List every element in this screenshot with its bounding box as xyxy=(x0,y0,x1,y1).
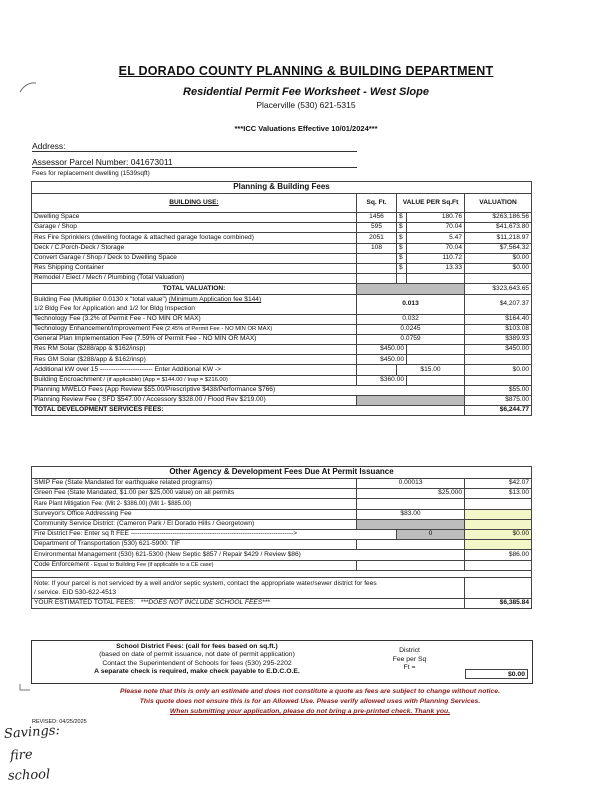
use-sqft: 108 xyxy=(357,243,397,253)
surveyor-amount: $83.00 xyxy=(357,509,465,519)
review-fee-value: $875.00 xyxy=(465,396,532,406)
smip-value: $42.07 xyxy=(465,479,532,489)
rm-solar-amount: $450.00 xyxy=(357,345,407,355)
surveyor-label: Surveyor's Office Addressing Fee xyxy=(34,509,132,517)
use-rate: 70.04 xyxy=(407,223,465,233)
gm-solar-desc: ($288/app & $162/insp) xyxy=(75,355,146,363)
use-label: Remodel / Elect / Mech / Plumbing (Total Valuation) xyxy=(32,274,357,284)
use-valuation: $11,218.97 xyxy=(465,233,532,243)
encroachment-amount: $360.00 xyxy=(357,375,407,385)
code-enforcement-label: Code Enforcement xyxy=(34,560,89,568)
apn-underline xyxy=(32,167,357,168)
table-row xyxy=(32,324,532,334)
use-currency xyxy=(397,274,407,284)
use-currency: $ xyxy=(397,213,407,223)
dot-label: Department of Transportation xyxy=(34,540,120,548)
use-sqft xyxy=(357,274,397,284)
total-dev-row xyxy=(32,406,532,416)
rare-plant-desc: (Mit 2- $386.00) (Mit 1- $885.00) xyxy=(103,500,192,507)
green-fee-label: Green Fee xyxy=(34,489,66,497)
mwelo-desc: (App Review $55.00/Prescriptive $438/Performance $766) xyxy=(102,386,276,394)
worksheet-subtitle: Residential Permit Fee Worksheet - West Slope xyxy=(183,86,429,98)
use-valuation xyxy=(465,274,532,284)
additional-kw-amount: $15.00 xyxy=(397,365,465,375)
use-valuation: $0.00 xyxy=(465,263,532,273)
mwelo-label: Planning MWELO Fees xyxy=(34,386,103,394)
use-currency: $ xyxy=(397,223,407,233)
table-row xyxy=(32,529,532,539)
school-line-3: Contact the Superintendent of Schools for fees (530) 295-2202 xyxy=(102,659,292,667)
table-row xyxy=(32,550,532,560)
use-currency: $ xyxy=(397,233,407,243)
csd-desc: (Cameron Park / El Dorado Hills / Georgetown) xyxy=(114,520,255,528)
disclaimer-line-1: Please note that this is only an estimate and does not constitute a quote as fees are subject to change without notice. xyxy=(120,688,500,695)
use-rate: 13.33 xyxy=(407,263,465,273)
school-line-1: School District Fees: (call for fees based on sq.ft.) xyxy=(116,643,278,650)
general-plan-desc: Implementation Fee (7.59% of Permit Fee - NO MIN OR MAX) xyxy=(72,335,257,343)
smip-factor: 0.00013 xyxy=(357,479,465,489)
use-valuation: $263,186.56 xyxy=(465,213,532,223)
additional-kw-label: Additional kW over 15 xyxy=(34,365,99,373)
tech-fee-label: Technology Fee xyxy=(34,314,81,322)
smip-desc: (State Mandated for earthquake related programs) xyxy=(63,479,213,487)
use-currency: $ xyxy=(397,253,407,263)
note-line-2: / service. EID 530-622-4513 xyxy=(34,588,117,596)
planning-fees-table xyxy=(31,181,532,416)
use-label: Convert Garage / Shop / Deck to Dwelling Space xyxy=(32,253,357,263)
code-enforcement-desc: - Equal to Building Fee (if applicable to a CE case) xyxy=(88,561,214,568)
building-fee-multiplier: (Multiplier 0.0130 x "total value") xyxy=(70,296,169,303)
general-plan-value: $389.93 xyxy=(465,334,532,344)
use-rate: 180.76 xyxy=(407,213,465,223)
table-row xyxy=(32,540,532,550)
table-row xyxy=(32,375,532,385)
address-label: Address: xyxy=(32,141,66,151)
use-label: Res Shipping Container xyxy=(32,263,357,273)
mwelo-value: $55.00 xyxy=(465,385,532,395)
rm-solar-value: $450.00 xyxy=(465,345,532,355)
general-plan-label: General Plan xyxy=(34,335,73,343)
green-fee-amount: $25,000 xyxy=(357,489,465,499)
school-line-4: A separate check is required, make check payable to E.D.C.O.E. xyxy=(94,668,300,676)
green-fee-value: $13.00 xyxy=(465,489,532,499)
table-row xyxy=(32,274,532,284)
estimated-total-note: ***DOES NOT INCLUDE SCHOOL FEES*** xyxy=(140,598,270,606)
tech-fee-desc: (3.2% of Permit Fee - NO MIN OR MAX) xyxy=(80,314,201,322)
table-row xyxy=(32,233,532,243)
school-fees-box xyxy=(31,640,533,684)
building-fee-label: Building Fee xyxy=(34,296,71,303)
smip-label: SMIP Fee xyxy=(34,479,64,487)
env-mgmt-label: Environmental Management xyxy=(34,550,117,558)
table-row xyxy=(32,560,532,570)
icc-note: ***ICC Valuations Effective 10/01/2024*** xyxy=(234,124,378,133)
use-rate xyxy=(407,274,465,284)
total-valuation-label: TOTAL VALUATION: xyxy=(32,284,357,294)
school-district-label-3: Ft = xyxy=(403,664,416,672)
rare-plant-label: Rare Plant Mitigation Fee: xyxy=(34,500,104,507)
total-valuation-value: $323,643.65 xyxy=(465,284,532,294)
gm-solar-amount: $450.00 xyxy=(357,355,407,365)
csd-label: Community Service District: xyxy=(34,520,115,528)
building-fee-row xyxy=(32,294,532,314)
additional-kw-value: $0.00 xyxy=(465,365,532,375)
department-title: EL DORADO COUNTY PLANNING & BUILDING DEPARTMENT xyxy=(118,64,494,78)
use-sqft: 1456 xyxy=(357,213,397,223)
encroachment-value xyxy=(465,375,532,385)
use-sqft xyxy=(357,263,397,273)
disclaimer-line-3: When submitting your application, please do not bring a pre-printed check. Thank you. xyxy=(169,708,451,715)
col-valuation: VALUATION xyxy=(465,194,532,213)
use-valuation: $0.00 xyxy=(465,253,532,263)
tech-enh-desc: (2.45% of Permit Fee - NO MIN OR MAX) xyxy=(163,325,273,332)
review-fee-desc: ( SFD $547.00 / Accessory $328.00 / Flood Rev $219.00) xyxy=(96,396,266,404)
scan-mark-icon xyxy=(18,80,38,94)
general-plan-factor: 0.0759 xyxy=(357,334,465,344)
use-label: Dwelling Space xyxy=(32,213,357,223)
fees-description: Fees for replacement dwelling (1539sqft) xyxy=(32,170,150,177)
table-row xyxy=(32,253,532,263)
school-district-label-2: Fee per Sq xyxy=(392,655,427,663)
table-row xyxy=(32,509,532,519)
revised-date: REVISED: 04/25/2025 xyxy=(32,719,87,725)
encroachment-label: Building Encroachment xyxy=(34,375,102,383)
total-dev-label: TOTAL DEVELOPMENT SERVICES FEES: xyxy=(32,406,465,416)
estimated-total-label: YOUR ESTIMATED TOTAL FEES: xyxy=(34,598,136,606)
table-row xyxy=(32,263,532,273)
table-row xyxy=(32,396,532,406)
disclaimer-line-2: This quote does not ensure this is for an Allowed Use. Please verify allowed uses with Planning Services. xyxy=(139,698,481,705)
other-agency-table xyxy=(31,466,532,609)
table-row xyxy=(32,223,532,233)
note-row xyxy=(32,577,532,598)
table-row xyxy=(32,345,532,355)
school-fee-value: $0.00 xyxy=(465,669,528,679)
table-row xyxy=(32,314,532,324)
fire-district-value: $0.00 xyxy=(465,529,532,539)
use-rate: 110.72 xyxy=(407,253,465,263)
table-row xyxy=(32,243,532,253)
handwriting-savings: Savings: xyxy=(3,723,61,742)
table-row xyxy=(32,489,532,499)
tech-fee-factor: 0.032 xyxy=(357,314,465,324)
assessor-parcel-number: Assessor Parcel Number: 041673011 xyxy=(32,157,173,167)
gm-solar-label: Res GM Solar xyxy=(34,355,76,363)
tech-fee-value: $164.40 xyxy=(465,314,532,324)
table-row xyxy=(32,385,532,395)
col-building-use: BUILDING USE: xyxy=(32,194,357,213)
building-fee-factor: 0.013 xyxy=(357,294,465,314)
planning-section-title: Planning & Building Fees xyxy=(32,182,532,194)
other-section-title: Other Agency & Development Fees Due At Permit Issuance xyxy=(32,467,532,479)
use-label: Deck / C.Porch-Deck / Storage xyxy=(32,243,357,253)
use-sqft xyxy=(357,253,397,263)
encroachment-desc: / (if applicable) (App = $144.00 / Insp = $216.00) xyxy=(101,376,228,383)
additional-kw-desc: ------------------------ Enter Additional KW -> xyxy=(98,365,222,373)
total-valuation-row xyxy=(32,284,532,294)
school-district-label-1: District xyxy=(399,647,420,654)
use-sqft: 2051 xyxy=(357,233,397,243)
school-line-2: (based on date of permit issuance, not date of permit application) xyxy=(99,651,295,659)
tech-enh-value: $103.08 xyxy=(465,324,532,334)
table-row xyxy=(32,519,532,529)
rm-solar-label: Res RM Solar xyxy=(34,345,76,353)
fire-district-desc: Enter sq ft FEE --------------------------------------------------------------------------> xyxy=(82,530,298,538)
col-value-per-sqft: VALUE PER Sq.Ft xyxy=(397,194,465,213)
rm-solar-desc: ($288/app & $162/insp) xyxy=(75,345,146,353)
use-label: Res Fire Sprinklers (dwelling footage & attached garage footage combined) xyxy=(32,233,357,243)
table-row xyxy=(32,365,532,375)
estimated-total-value: $6,385.84 xyxy=(465,598,532,608)
col-sqft: Sq. Ft. xyxy=(357,194,397,213)
dot-desc: (530) 621-5900: TIF xyxy=(119,540,181,548)
green-fee-desc: (State Mandated, $1.00 per $25,000 value) on all permits xyxy=(65,489,235,497)
env-mgmt-value: $86.00 xyxy=(465,550,532,560)
tech-enh-factor: 0.0245 xyxy=(357,324,465,334)
fire-district-label: Fire District Fee: xyxy=(34,530,83,538)
building-fee-value: $4,207.37 xyxy=(465,294,532,314)
use-currency: $ xyxy=(397,243,407,253)
building-fee-split: 1/2 Bldg Fee for Application and 1/2 for Bldg Inspection xyxy=(34,305,195,312)
handwriting-school: school xyxy=(7,767,51,784)
fire-district-amount[interactable]: 0 xyxy=(397,529,465,539)
building-fee-minimum: (Minimum Application fee $144) xyxy=(168,296,262,303)
use-valuation: $41,673.80 xyxy=(465,223,532,233)
address-underline xyxy=(32,151,357,152)
handwriting-fire: fire xyxy=(9,747,33,764)
estimated-total-row xyxy=(32,598,532,608)
gm-solar-value xyxy=(465,355,532,365)
table-row xyxy=(32,355,532,365)
env-mgmt-desc: (530) 621-5300 (New Septic $857 / Repair $429 / Review $86) xyxy=(116,550,301,558)
total-dev-value: $6,244.77 xyxy=(465,406,532,416)
phone-line: Placerville (530) 621-5315 xyxy=(256,100,356,110)
review-fee-label: Planning Review Fee xyxy=(34,396,97,404)
table-row xyxy=(32,479,532,489)
use-currency: $ xyxy=(397,263,407,273)
table-row xyxy=(32,334,532,344)
scan-mark-icon xyxy=(18,682,32,692)
tech-enh-label: Technology Enhancement/Improvement Fee xyxy=(34,324,164,332)
use-label: Garage / Shop xyxy=(32,223,357,233)
use-rate: 5.47 xyxy=(407,233,465,243)
use-rate: 70.04 xyxy=(407,243,465,253)
note-line-1: Note: If your parcel is not serviced by a well and/or septic system, contact the appropriate water/sewer district for fees xyxy=(34,579,377,587)
table-row xyxy=(32,213,532,223)
table-row xyxy=(32,499,532,509)
use-valuation: $7,564.32 xyxy=(465,243,532,253)
use-sqft: 595 xyxy=(357,223,397,233)
